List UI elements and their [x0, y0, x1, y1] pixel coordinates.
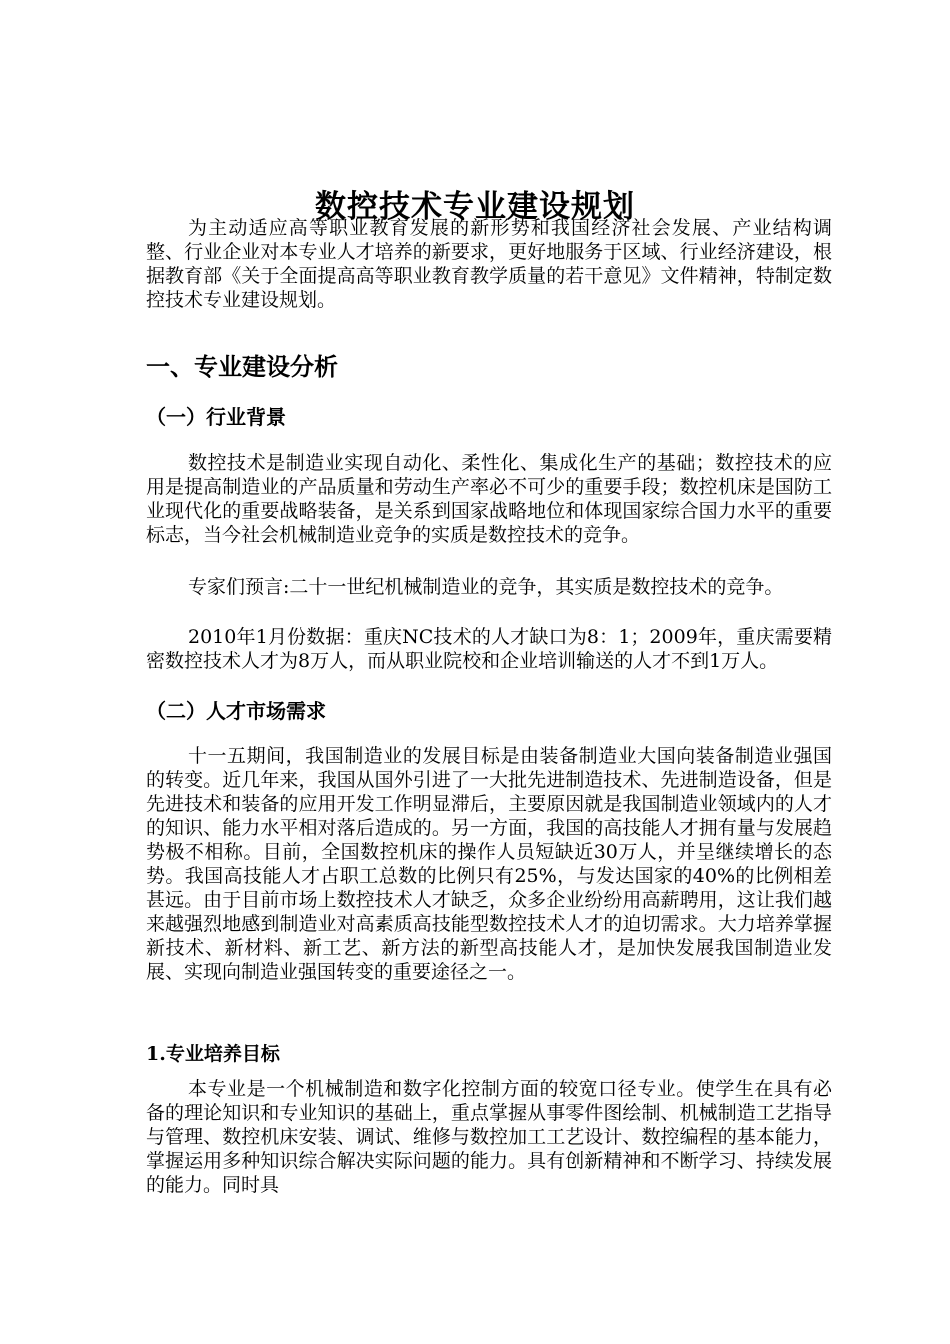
subsection-heading-industry-background: （一）行业背景	[146, 405, 286, 429]
talent-demand-paragraph: 十一五期间，我国制造业的发展目标是由装备制造业大国向装备制造业强国的转变。近几年来，我国从国外引进了一大批先进制造技术、先进制造设备，但是先进技术和装备的应用开发工作明显滞后，主要原因就是我国制造业领域内的人才的知识、能力水平相对落后造成的。另一方面，我国的高技能人才拥有量与发展趋势极不相称。目前，全国数控机床的操作人员短缺近30万人，并呈继续增长的态势。我国高技能人才占职工总数的比例只有25%，与发达国家的40%的比例相差甚远。由于目前市场上数控技术人才缺乏，众多企业纷纷用高薪聘用，这让我们越来越强烈地感到制造业对高素质高技能型数控技术人才的迫切需求。大力培养掌握新技术、新材料、新工艺、新方法的新型高技能人才，是加快发展我国制造业发展、实现向制造业强国转变的重要途径之一。	[146, 745, 832, 983]
document-title: 数控技术专业建设规划	[315, 188, 635, 225]
training-goal-paragraph: 本专业是一个机械制造和数字化控制方面的较宽口径专业。使学生在具有必备的理论知识和专业知识的基础上，重点掌握从事零件图绘制、机械制造工艺指导与管理、数控机床安装、调试、维修与数控加工工艺设计、数控编程的基本能力，掌握运用多种知识综合解决实际问题的能力。具有创新精神和不断学习、持续发展的能力。同时具	[146, 1078, 832, 1196]
section-heading: 一、专业建设分析	[146, 352, 338, 381]
industry-background-paragraph-2: 专家们预言:二十一世纪机械制造业的竞争，其实质是数控技术的竞争。	[188, 576, 784, 598]
subsection-heading-training-goal: 1.专业培养目标	[146, 1043, 280, 1065]
intro-paragraph: 为主动适应高等职业教育发展的新形势和我国经济社会发展、产业结构调整、行业企业对本专业人才培养的新要求，更好地服务于区域、行业经济建设，根据教育部《关于全面提高高等职业教育教学质量的若干意见》文件精神，特制定数控技术专业建设规划。	[146, 217, 832, 311]
industry-background-paragraph-1: 数控技术是制造业实现自动化、柔性化、集成化生产的基础；数控技术的应用是提高制造业的产品质量和劳动生产率必不可少的重要手段；数控机床是国防工业现代化的重要战略装备，是关系到国家战略地位和体现国家综合国力水平的重要标志，当今社会机械制造业竞争的实质是数控技术的竞争。	[146, 452, 832, 546]
industry-background-paragraph-3: 2010年1月份数据：重庆NC技术的人才缺口为8：1；2009年，重庆需要精密数控技术人才为8万人，而从职业院校和企业培训输送的人才不到1万人。	[146, 626, 832, 672]
subsection-heading-talent-demand: （二）人才市场需求	[146, 699, 326, 723]
